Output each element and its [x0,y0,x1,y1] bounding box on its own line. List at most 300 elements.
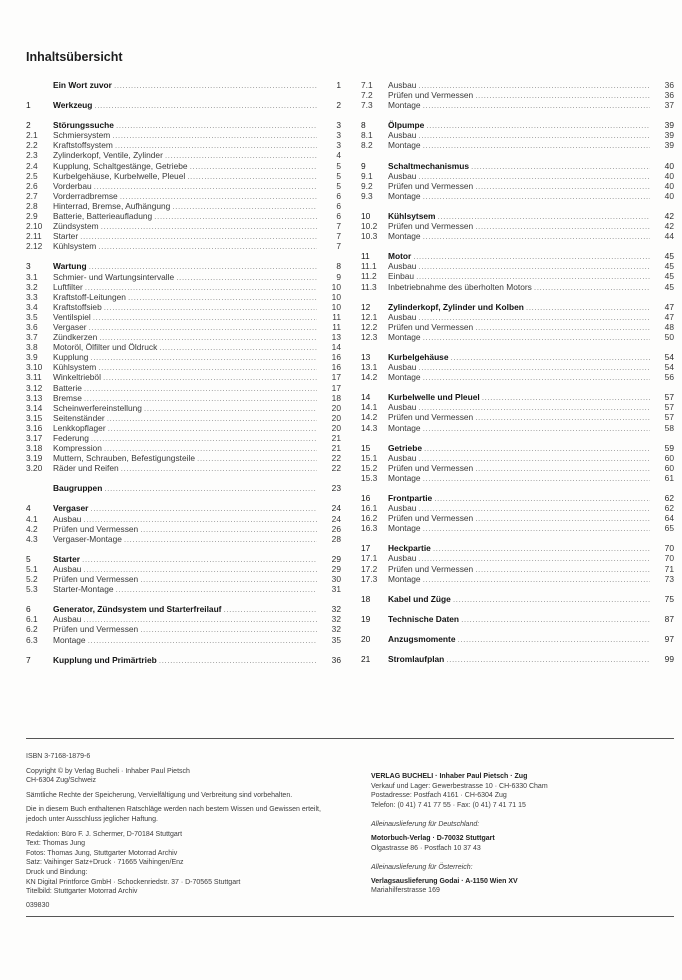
toc-number: 5.3 [26,584,38,595]
toc-chapter[interactable] [361,251,674,261]
toc-number: 3.1 [26,271,38,282]
toc-chapter[interactable] [361,493,674,503]
toc-number: 19 [361,613,371,624]
toc-page-number: 3 [336,130,341,141]
publisher-block [371,772,671,810]
toc-number: 14.1 [361,402,378,413]
toc-title: Ausbau [388,261,417,272]
toc-number: 2.8 [26,200,38,211]
toc-entry[interactable] [26,393,341,403]
toc-entry[interactable] [26,564,341,574]
toc-number: 3.2 [26,281,38,292]
toc-chapter[interactable] [26,655,341,665]
toc-number: 6.3 [26,634,38,645]
toc-entry[interactable] [26,423,341,433]
toc-number: 17 [361,543,371,554]
toc-title: Stromlaufplan [388,654,445,665]
toc-entry[interactable] [26,514,341,524]
toc-page-number: 1 [336,80,341,90]
toc-entry[interactable] [26,161,341,171]
toc-number: 16.3 [361,523,378,534]
dot-leader [93,312,317,322]
toc-title: Heckpartie [388,543,431,554]
toc-entry[interactable] [361,322,674,332]
toc-title: Ventilspiel [53,311,91,322]
toc-number: 8.1 [361,130,373,141]
toc-title: Starter [53,231,79,242]
toc-entry[interactable] [361,553,674,563]
dot-leader [99,332,317,342]
toc-page-number: 45 [664,281,674,292]
toc-page-number: 29 [331,563,341,574]
dot-leader [128,292,317,302]
toc-title: Schmier- und Wartungsintervalle [53,271,175,282]
toc-chapter[interactable] [361,594,674,604]
toc-chapter[interactable] [361,211,674,221]
toc-entry[interactable] [26,403,341,413]
toc-chapter[interactable] [26,483,341,493]
toc-title: Prüfen und Vermessen [388,180,474,191]
dot-leader [83,564,317,574]
toc-chapter[interactable] [26,100,341,110]
toc-entry[interactable] [26,362,341,372]
toc-entry[interactable] [361,271,674,281]
toc-number: 6.2 [26,624,38,635]
toc-title: Ölpumpe [388,120,425,131]
toc-entry[interactable] [361,412,674,422]
toc-title: Störungssuche [53,120,114,131]
toc-entry[interactable] [361,423,674,433]
toc-number: 12.3 [361,331,378,342]
toc-number: 16.2 [361,513,378,524]
disclaimer-line-1: Die in diesem Buch enthaltenen Ratschläge werden nach bestem Wissen und Gewissen erteilt, [26,806,321,814]
toc-entry[interactable] [361,80,674,90]
toc-entry[interactable] [26,372,341,382]
toc-page-number: 54 [664,351,674,362]
toc-entry[interactable] [26,181,341,191]
toc-entry[interactable] [361,282,674,292]
dot-leader [526,302,650,312]
toc-title: Montage [388,231,421,242]
toc-entry[interactable] [361,90,674,100]
toc-chapter[interactable] [26,120,341,130]
toc-number: 13.1 [361,362,378,373]
toc-entry[interactable] [361,513,674,523]
toc-title: Kraftstoffsieb [53,301,102,312]
toc-number: 2.4 [26,160,38,171]
dot-leader [159,342,317,352]
toc-entry[interactable] [361,523,674,533]
toc-page-number: 11 [332,311,341,322]
toc-entry[interactable] [361,402,674,412]
dot-leader [475,322,650,332]
toc-title: Federung [53,433,89,443]
toc-number: 15.3 [361,472,378,483]
toc-page-number: 32 [331,614,341,625]
toc-title: Scheinwerfereinstellung [53,402,142,413]
toc-number: 14 [361,392,371,403]
dot-leader [534,282,650,292]
toc-chapter[interactable] [26,261,341,271]
toc-number: 1 [26,100,31,111]
toc-page-number: 8 [336,261,341,272]
toc-entry[interactable] [26,292,341,302]
toc-section [361,211,674,241]
dot-leader [172,201,317,211]
toc-entry[interactable] [26,332,341,342]
toc-page-number: 24 [331,513,341,524]
toc-page-number: 13 [331,332,341,343]
dot-leader [423,473,650,483]
toc-entry[interactable] [361,231,674,241]
toc-number: 2.1 [26,130,38,141]
toc-title: Ausbau [53,563,82,574]
toc-title: Zylinderkopf, Ventile, Zylinder [53,150,163,161]
toc-entry[interactable] [26,443,341,453]
toc-entry[interactable] [361,372,674,382]
toc-page-number: 61 [664,472,674,483]
toc-entry[interactable] [361,191,674,201]
toc-chapter[interactable] [361,161,674,171]
toc-section [361,392,674,432]
toc-entry[interactable] [361,503,674,513]
toc-page-number: 6 [336,211,341,222]
dot-leader [418,453,650,463]
toc-section [361,251,674,291]
toc-entry[interactable] [361,100,674,110]
dot-leader [104,443,317,453]
toc-entry[interactable] [26,524,341,534]
toc-section [361,302,674,342]
toc-title: Zündkerzen [53,332,98,343]
toc-page-number: 64 [664,513,674,524]
toc-number: 18 [361,593,371,604]
toc-page-number: 99 [664,654,674,665]
toc-entry[interactable] [26,352,341,362]
toc-title: Kurbelgehäuse, Kurbelwelle, Pleuel [53,170,186,181]
toc-entry[interactable] [26,433,341,443]
toc-page-number: 36 [664,80,674,90]
toc-number: 9.1 [361,170,373,181]
toc-page-number: 44 [664,231,674,242]
dot-leader [423,191,650,201]
dot-leader [475,513,650,523]
toc-chapter[interactable] [361,654,674,664]
toc-chapter[interactable] [361,302,674,312]
toc-entry[interactable] [361,463,674,473]
toc-entry[interactable] [361,312,674,322]
toc-number: 15.2 [361,462,378,473]
toc-entry[interactable] [26,342,341,352]
toc-number: 3.7 [26,332,38,343]
toc-page-number: 9 [336,271,341,282]
toc-title: Ausbau [53,614,82,625]
credit-line: Fotos: Thomas Jung, Stuttgarter Motorrad Archiv [26,849,178,857]
toc-section [26,261,341,473]
publisher-line: Verkauf und Lager: Gewerbestrasse 10 · CH-6330 Cham [371,782,548,790]
toc-title: Kraftstoffsystem [53,140,113,151]
toc-entry[interactable] [26,614,341,624]
toc-title: Kurbelgehäuse [388,351,449,362]
credit-line: Satz: Vaihinger Satz+Druck · 71665 Vaihingen/Enz [26,859,184,867]
toc-number: 12.2 [361,321,378,332]
isbn: ISBN 3-7168-1879-6 [26,753,91,760]
toc-entry[interactable] [361,574,674,584]
toc-chapter[interactable] [361,352,674,362]
toc-title: Kühlsytsem [388,210,436,221]
dot-leader [116,120,317,130]
toc-number: 3.3 [26,291,38,302]
toc-page-number: 6 [336,200,341,211]
toc-section [26,483,341,493]
dot-leader [159,655,317,665]
dot-leader [176,272,317,282]
toc-entry[interactable] [26,201,341,211]
toc-entry[interactable] [26,282,341,292]
disclaimer [26,805,356,824]
toc-page-number: 87 [664,613,674,624]
toc-page-number: 32 [331,624,341,635]
toc-chapter[interactable] [26,604,341,614]
dot-leader [115,140,317,150]
toc-entry[interactable] [361,140,674,150]
toc-number: 12.1 [361,311,378,322]
toc-entry[interactable] [26,574,341,584]
toc-number: 3.19 [26,453,43,464]
imprint-right [371,772,671,896]
toc-number: 7.2 [361,90,373,101]
toc-right-column [361,80,674,674]
toc-number: 17.3 [361,573,378,584]
toc-entry[interactable] [26,272,341,282]
dot-leader [423,231,650,241]
toc-title: Kabel und Züge [388,593,451,604]
imprint-left [26,752,356,915]
toc-page-number: 10 [331,301,341,312]
toc-number: 17.2 [361,563,378,574]
toc-entry[interactable] [361,473,674,483]
toc-page-number: 39 [664,120,674,131]
toc-chapter[interactable] [361,634,674,644]
toc-page-number: 59 [664,442,674,453]
toc-title: Vergaser [53,503,89,514]
toc-entry[interactable] [26,383,341,393]
dot-leader [140,624,317,634]
dot-leader [418,553,650,563]
toc-number: 11.1 [361,261,377,272]
toc-entry[interactable] [26,624,341,634]
toc-page-number: 22 [331,463,341,474]
copyright-line-2: CH-6304 Zug/Schweiz [26,777,97,785]
toc-entry[interactable] [361,564,674,574]
toc-entry[interactable] [26,453,341,463]
toc-chapter[interactable] [361,120,674,130]
toc-number: 17.1 [361,553,378,564]
dot-leader [423,423,650,433]
toc-chapter[interactable] [26,554,341,564]
dot-leader [418,402,650,412]
toc-title: Prüfen und Vermessen [388,462,474,473]
toc-entry[interactable] [361,221,674,231]
dot-leader [82,554,317,564]
toc-entry[interactable] [26,211,341,221]
divider-bottom [26,916,674,917]
toc-number: 2.10 [26,221,43,232]
dot-leader [90,352,317,362]
dot-leader [80,231,317,241]
toc-entry[interactable] [26,221,341,231]
toc-entry[interactable] [26,140,341,150]
dot-leader [451,352,650,362]
toc-title: Ausbau [53,513,82,524]
toc-chapter[interactable] [26,80,341,90]
dot-leader [223,604,317,614]
toc-title: Ausbau [388,503,417,514]
distribution-at-address: Mariahilferstrasse 169 [371,887,440,895]
toc-chapter[interactable] [26,503,341,513]
dot-leader [418,261,650,271]
toc-entry[interactable] [361,362,674,372]
toc-page-number: 36 [331,654,341,665]
toc-title: Kurbelwelle und Pleuel [388,392,480,403]
toc-number: 14.2 [361,412,378,423]
toc-page-number: 58 [664,422,674,433]
toc-page-number: 50 [664,331,674,342]
toc-number: 10.3 [361,231,378,242]
toc-page-number: 97 [664,633,674,644]
toc-page-number: 6 [336,190,341,201]
toc-entry[interactable] [361,130,674,140]
dot-leader [88,635,317,645]
toc-title: Kupplung [53,352,89,363]
dot-leader [89,261,317,271]
toc-entry[interactable] [26,171,341,181]
toc-title: Anzugsmomente [388,633,456,644]
dot-leader [418,312,650,322]
toc-title: Montage [388,523,421,534]
toc-page-number: 57 [664,412,674,423]
toc-entry[interactable] [26,635,341,645]
toc-number: 2.3 [26,150,38,161]
toc-chapter[interactable] [361,392,674,402]
toc-page-number: 16 [331,352,341,363]
credits [26,830,356,897]
dot-leader [124,534,317,544]
toc-section [361,352,674,382]
dot-leader [91,433,317,443]
toc-number: 8.2 [361,140,373,151]
toc-title: Prüfen und Vermessen [388,221,474,232]
toc-page-number: 48 [664,321,674,332]
toc-page-number: 60 [664,452,674,463]
toc-entry[interactable] [26,302,341,312]
toc-section [26,503,341,543]
toc-page-number: 29 [331,553,341,564]
toc-number: 3.20 [26,463,43,474]
toc-page-number: 42 [664,210,674,221]
dot-leader [107,413,317,423]
toc-number: 4.1 [26,513,38,524]
toc-entry[interactable] [26,241,341,251]
toc-title: Prüfen und Vermessen [388,563,474,574]
toc-entry[interactable] [26,463,341,473]
toc-title: Montage [388,472,421,483]
toc-page-number: 17 [331,382,341,393]
toc-title: Kupplung und Primärtrieb [53,654,157,665]
credit-line: Text: Thomas Jung [26,840,86,848]
print-code: 039830 [26,901,50,909]
toc-page-number: 73 [664,573,674,584]
toc-title: Luftfilter [53,281,83,292]
dot-leader [471,161,650,171]
rights-notice: Sämtliche Rechte der Speicherung, Vervielfältigung und Verbreitung sind vorbehalten. [26,791,293,799]
toc-number: 9 [361,160,366,171]
toc-entry[interactable] [26,534,341,544]
dot-leader [103,372,317,382]
divider-top [26,738,674,739]
toc-page-number: 60 [664,462,674,473]
toc-entry[interactable] [361,181,674,191]
toc-title: Räder und Reifen [53,463,119,474]
toc-page-number: 21 [331,443,341,454]
toc-title: Montage [388,422,421,433]
toc-entry[interactable] [361,453,674,463]
toc-entry[interactable] [26,584,341,594]
toc-chapter[interactable] [361,614,674,624]
toc-entry[interactable] [361,261,674,271]
dot-leader [116,584,317,594]
toc-page-number: 40 [664,170,674,181]
distribution-at-label: Alleinauslieferung für Österreich: [371,864,473,872]
toc-page-number: 31 [331,584,341,595]
dot-leader [437,211,650,221]
dot-leader [475,181,650,191]
dot-leader [446,654,650,664]
toc-section [361,634,674,644]
toc-page-number: 20 [331,412,341,423]
toc-entry[interactable] [26,130,341,140]
dot-leader [453,594,650,604]
toc-number: 5 [26,553,31,564]
toc-entry[interactable] [361,171,674,181]
toc-page-number: 10 [331,281,341,292]
dot-leader [94,100,317,110]
toc-number: 2.9 [26,211,38,222]
toc-number: 8 [361,120,366,131]
dot-leader [461,614,650,624]
toc-title: Technische Daten [388,613,460,624]
toc-title: Kühlsystem [53,241,97,252]
toc-entry[interactable] [361,332,674,342]
toc-entry[interactable] [26,150,341,160]
toc-title: Starter-Montage [53,584,114,595]
toc-title: Motor [388,251,412,262]
toc-entry[interactable] [26,312,341,322]
toc-page-number: 40 [664,190,674,201]
toc-entry[interactable] [26,191,341,201]
toc-chapter[interactable] [361,443,674,453]
toc-entry[interactable] [26,322,341,332]
toc-title: Vergaser [53,321,87,332]
toc-entry[interactable] [26,231,341,241]
toc-page-number: 57 [664,402,674,413]
toc-number: 14.3 [361,422,378,433]
toc-chapter[interactable] [361,543,674,553]
toc-title: Kühlsystem [53,362,97,373]
toc-number: 2 [26,120,31,131]
toc-entry[interactable] [26,413,341,423]
toc-page-number: 62 [664,493,674,503]
